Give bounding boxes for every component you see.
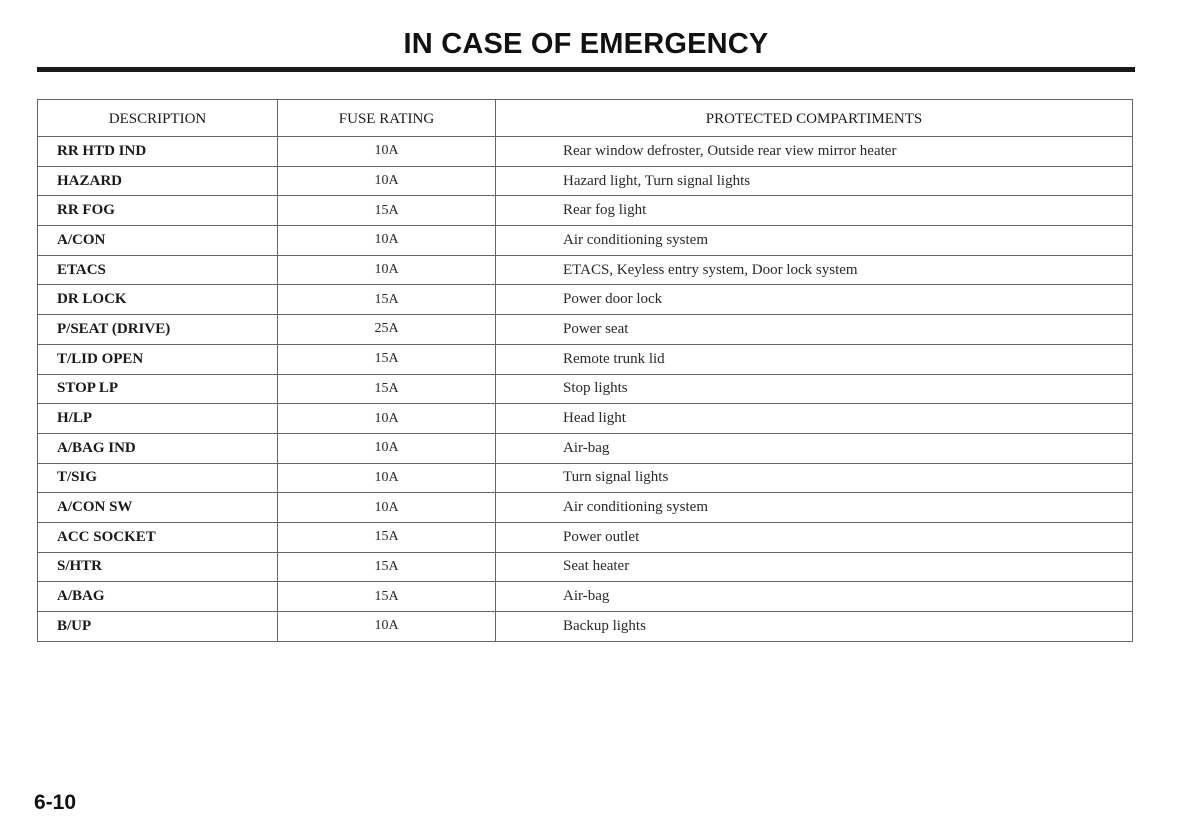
fuse-description: P/SEAT (DRIVE) (38, 315, 278, 345)
table-header-row (38, 100, 1133, 137)
protected-compartment: Rear fog light (496, 196, 1133, 226)
protected-compartment: Backup lights (496, 612, 1133, 642)
protected-compartment: Stop lights (496, 374, 1133, 404)
protected-compartment: Hazard light, Turn signal lights (496, 166, 1133, 196)
table-row (38, 344, 1133, 374)
table-row (38, 582, 1133, 612)
header-protected-compartments: PROTECTED COMPARTIMENTS (496, 100, 1133, 137)
table-row (38, 374, 1133, 404)
table-row (38, 433, 1133, 463)
table-row (38, 285, 1133, 315)
fuse-description: A/BAG IND (38, 433, 278, 463)
protected-compartment: Air-bag (496, 433, 1133, 463)
fuse-description: RR FOG (38, 196, 278, 226)
protected-compartment: Power door lock (496, 285, 1133, 315)
fuse-rating: 10A (278, 226, 496, 256)
page-title: IN CASE OF EMERGENCY (403, 28, 769, 60)
fuse-description: T/LID OPEN (38, 344, 278, 374)
fuse-rating: 15A (278, 374, 496, 404)
protected-compartment: ETACS, Keyless entry system, Door lock system (496, 255, 1133, 285)
table-row (38, 522, 1133, 552)
table-row (38, 137, 1133, 167)
table-row (38, 196, 1133, 226)
fuse-rating: 10A (278, 463, 496, 493)
fuse-rating: 10A (278, 404, 496, 434)
table-row (38, 463, 1133, 493)
fuse-description: B/UP (38, 612, 278, 642)
table-row (38, 226, 1133, 256)
fuse-description: STOP LP (38, 374, 278, 404)
fuse-table (37, 99, 1133, 642)
protected-compartment: Remote trunk lid (496, 344, 1133, 374)
table-row (38, 166, 1133, 196)
fuse-rating: 25A (278, 315, 496, 345)
fuse-rating: 15A (278, 582, 496, 612)
fuse-description: ACC SOCKET (38, 522, 278, 552)
fuse-rating: 15A (278, 552, 496, 582)
fuse-description: ETACS (38, 255, 278, 285)
fuse-rating: 15A (278, 344, 496, 374)
protected-compartment: Head light (496, 404, 1133, 434)
fuse-rating: 15A (278, 522, 496, 552)
protected-compartment: Air-bag (496, 582, 1133, 612)
fuse-rating: 10A (278, 612, 496, 642)
fuse-description: A/BAG (38, 582, 278, 612)
header-description: DESCRIPTION (38, 100, 278, 137)
protected-compartment: Air conditioning system (496, 226, 1133, 256)
fuse-description: A/CON (38, 226, 278, 256)
title-rule (37, 67, 1135, 72)
fuse-description: RR HTD IND (38, 137, 278, 167)
fuse-rating: 15A (278, 285, 496, 315)
fuse-rating: 10A (278, 166, 496, 196)
header-fuse-rating: FUSE RATING (278, 100, 496, 137)
protected-compartment: Power seat (496, 315, 1133, 345)
fuse-description: T/SIG (38, 463, 278, 493)
table-row (38, 315, 1133, 345)
table-row (38, 404, 1133, 434)
table-row (38, 612, 1133, 642)
protected-compartment: Turn signal lights (496, 463, 1133, 493)
protected-compartment: Power outlet (496, 522, 1133, 552)
fuse-description: H/LP (38, 404, 278, 434)
table-row (38, 493, 1133, 523)
page-number: 6-10 (34, 791, 77, 814)
fuse-description: A/CON SW (38, 493, 278, 523)
fuse-rating: 15A (278, 196, 496, 226)
fuse-description: S/HTR (38, 552, 278, 582)
fuse-description: HAZARD (38, 166, 278, 196)
fuse-rating: 10A (278, 255, 496, 285)
protected-compartment: Seat heater (496, 552, 1133, 582)
fuse-rating: 10A (278, 433, 496, 463)
fuse-description: DR LOCK (38, 285, 278, 315)
table-row (38, 552, 1133, 582)
fuse-rating: 10A (278, 137, 496, 167)
protected-compartment: Rear window defroster, Outside rear view mirror heater (496, 137, 1133, 167)
fuse-rating: 10A (278, 493, 496, 523)
fuse-rows (38, 137, 1133, 642)
protected-compartment: Air conditioning system (496, 493, 1133, 523)
table-row (38, 255, 1133, 285)
